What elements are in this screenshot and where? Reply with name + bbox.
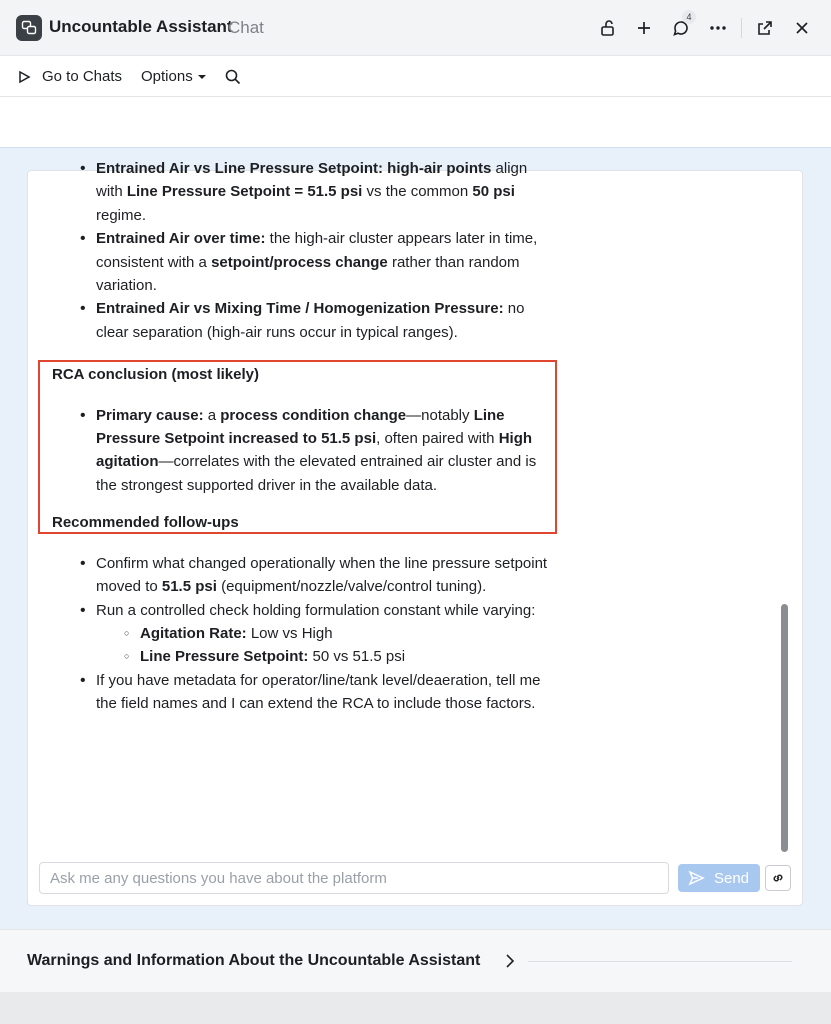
unlock-icon[interactable] [594, 14, 622, 42]
options-label: Options [141, 68, 193, 85]
footer-divider [528, 961, 792, 962]
bullet-over-time: • Entrained Air over time: the high-air cluster appears later in time, consistent with a setpoint/process change rather than random variation. [52, 227, 552, 297]
plus-icon[interactable] [630, 14, 658, 42]
cut-line: Entrained Air vs Line Pressure Setpoint: high-air points [96, 160, 492, 177]
chat-toolbar [0, 57, 831, 97]
go-to-chats-button[interactable] [17, 68, 122, 85]
play-icon [17, 70, 31, 84]
search-icon[interactable] [225, 69, 241, 85]
app-title: Uncountable Assistant [49, 17, 233, 36]
send-icon [689, 871, 704, 885]
rca-highlight-box [38, 360, 557, 534]
followup-metadata: • If you have metadata for operator/line/tank level/deaeration, tell me the field names and I can extend the RCA to include those factors. [52, 669, 552, 716]
options-dropdown[interactable] [141, 68, 207, 85]
warnings-footer [0, 929, 831, 992]
subitem-line-pressure: ○ Line Pressure Setpoint: 50 vs 51.5 psi [52, 645, 552, 668]
bullet-line-pressure: • Entrained Air vs Line Pressure Setpoint: high-air points align with Line Pressure Setpoint = 51.5 psi vs the common 50 psi regime. [52, 157, 552, 227]
caret-down-icon [197, 73, 207, 81]
warnings-link[interactable]: Warnings and Information About the Uncountable Assistant [27, 952, 481, 969]
notification-badge: 4 [682, 10, 696, 24]
chat-input[interactable] [39, 862, 669, 894]
go-to-chats-label: Go to Chats [42, 68, 123, 85]
chat-panel [27, 160, 803, 906]
send-label: Send [713, 869, 750, 887]
title-bar [0, 0, 831, 56]
bullet-mixing-time: • Entrained Air vs Mixing Time / Homogenization Pressure: no clear separation (high-air runs occur in typical ranges). [52, 297, 552, 344]
external-link-icon[interactable] [751, 14, 779, 42]
followup-controlled-check: • Run a controlled check holding formulation constant while varying: [52, 599, 552, 622]
app-subtitle: Chat [228, 18, 264, 37]
followups-heading: Recommended follow-ups [52, 514, 239, 532]
send-button[interactable] [678, 864, 760, 892]
link-icon [771, 871, 785, 885]
attach-link-button[interactable] [765, 865, 791, 891]
followup-confirm: • Confirm what changed operationally when the line pressure setpoint moved to 51.5 psi (equipment/nozzle/valve/control tuning). [52, 552, 552, 599]
chat-scrollbar[interactable] [781, 604, 788, 852]
subitem-agitation: ○ Agitation Rate: Low vs High [52, 622, 552, 645]
close-icon[interactable] [788, 14, 816, 42]
chat-bubbles-icon [16, 15, 42, 41]
bottom-strip [0, 992, 831, 1024]
chevron-right-icon[interactable] [503, 952, 517, 970]
rca-heading: RCA conclusion (most likely) [52, 366, 259, 384]
more-options-icon[interactable] [704, 14, 732, 42]
bullet-primary-cause: • Primary cause: a process condition change—notably Line Pressure Setpoint increased to 51.5 psi, often paired with High agitation—correlates with the elevated entrained air cluster and is the strongest supported driver in the available data. [52, 404, 552, 498]
title-divider [741, 18, 742, 38]
